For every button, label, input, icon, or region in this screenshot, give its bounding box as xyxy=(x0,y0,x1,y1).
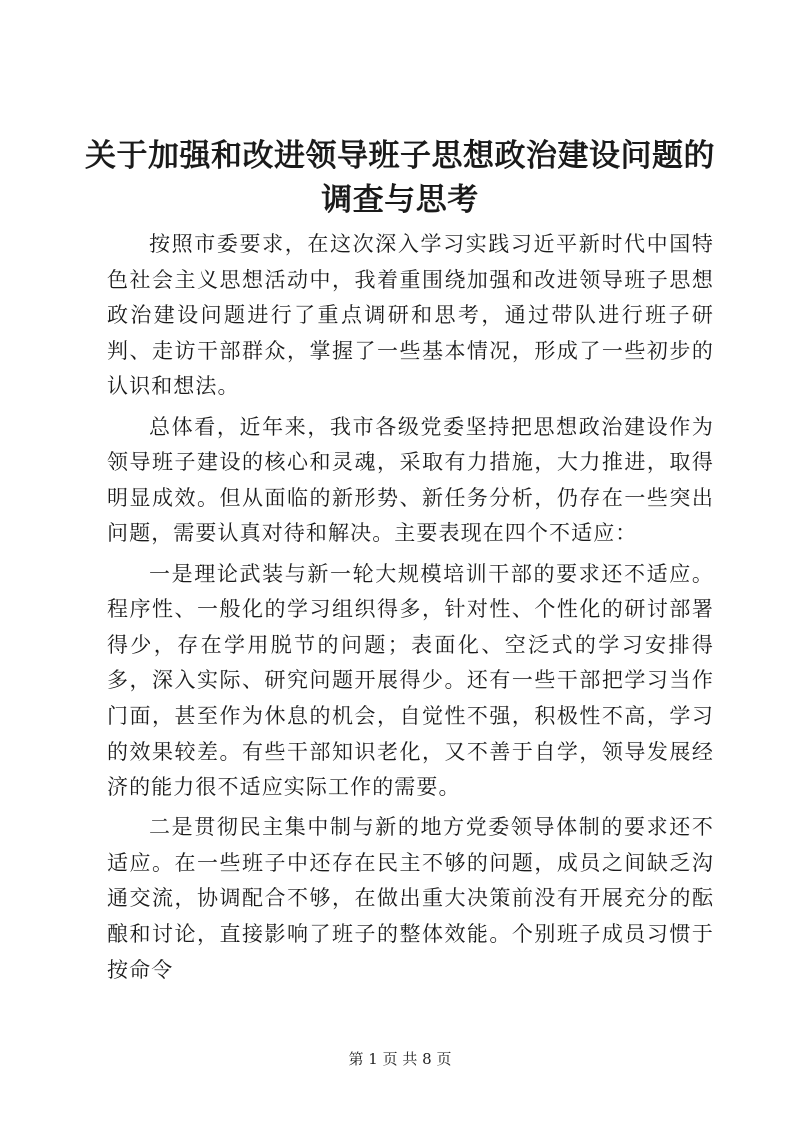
paragraph: 总体看，近年来，我市各级党委坚持把思想政治建设作为领导班子建设的核心和灵魂，采取有力措施，大力推进，取得明显成效。但从面临的新形势、新任务分析，仍存在一些突出问题，需要认真对待和解决。主要表现在四个不适应： xyxy=(107,414,714,546)
paragraph: 按照市委要求，在这次深入学习实践习近平新时代中国特色社会主义思想活动中，我着重围绕加强和改进领导班子思想政治建设问题进行了重点调研和思考，通过带队进行班子研判、走访干部群众，掌握了一些基本情况，形成了一些初步的认识和想法。 xyxy=(107,232,714,399)
page-footer: 第 1 页 共 8 页 xyxy=(348,1050,452,1068)
document-body xyxy=(107,227,714,993)
paragraph: 一是理论武装与新一轮大规模培训干部的要求还不适应。程序性、一般化的学习组织得多，针对性、个性化的研讨部署得少，存在学用脱节的问题；表面化、空泛式的学习安排得多，深入实际、研究问题开展得少。还有一些干部把学习当作门面，甚至作为休息的机会，自觉性不强，积极性不高，学习的效果较差。有些干部知识老化，又不善于自学，领导发展经济的能力很不适应实际工作的需要。 xyxy=(107,561,714,800)
document-title: 关于加强和改进领导班子思想政治建设问题的调查与思考 xyxy=(85,138,715,218)
paragraph: 二是贯彻民主集中制与新的地方党委领导体制的要求还不适应。在一些班子中还存在民主不够的问题，成员之间缺乏沟通交流，协调配合不够，在做出重大决策前没有开展充分的酝酿和讨论，直接影响了班子的整体效能。个别班子成员习惯于按命令 xyxy=(107,815,714,982)
